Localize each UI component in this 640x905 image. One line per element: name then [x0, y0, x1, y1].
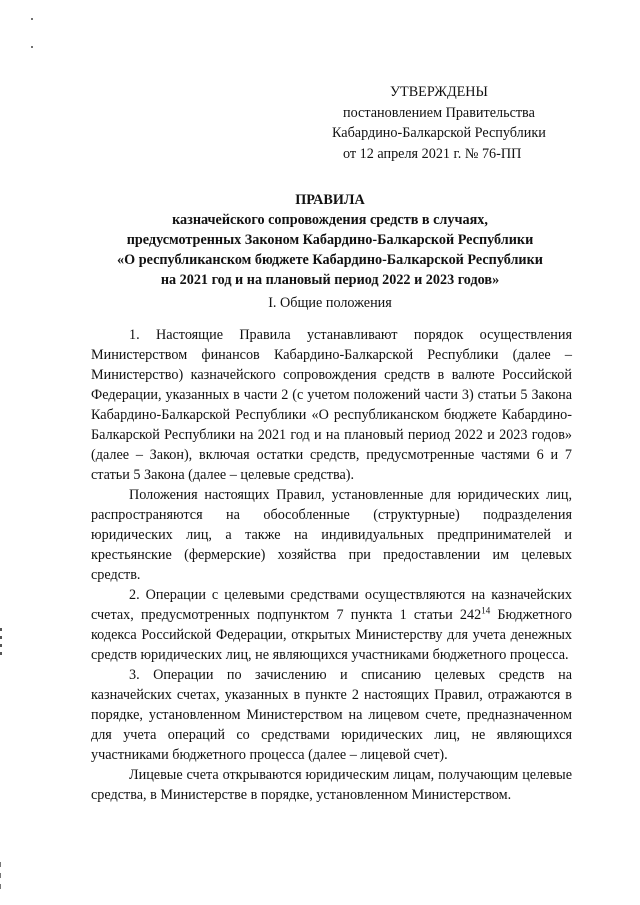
approval-resolution-line: постановлением Правительства	[343, 104, 535, 121]
title-line: предусмотренных Законом Кабардино-Балкарской Республики	[126, 232, 534, 248]
binding-marks	[0, 862, 3, 902]
paragraph-2: Положения настоящих Правил, установленные для юридических лиц, распространяются на обособленные (структурные) подразделения юридических лиц, а также на индивидуальных предпринимателей и крестьянские (фермерские) хозяйства при предоставлении им целевых средств.	[91, 487, 572, 583]
paragraph-3-text-end: Бюджетного кодекса Российской Федерации, открытых Министерству для учета денежных средств юридических лиц, не являющихся участниками бюджетного процесса.	[91, 607, 572, 663]
paragraph-1: 1. Настоящие Правила устанавливают порядок осуществления Министерством финансов Кабардино-Балкарской Республики (далее – Министерство) казначейского сопровождения средств в валюте Российской Федерации, указанных в части 2 (с учетом положений части 3) статьи 5 Закона Кабардино-Балкарской Республики «О республиканском бюджете Кабардино-Балкарской Республики на 2021 год и на плановый период 2022 и 2023 годов» (далее – Закон), включая остатки средств, предусмотренные частями 6 и 7 статьи 5 Закона (далее – целевые средства).	[91, 327, 572, 483]
paragraph-5: Лицевые счета открываются юридическим лицам, получающим целевые средства, в Министерстве в порядке, установленном Министерством.	[91, 767, 572, 803]
approval-stamp-block	[330, 82, 580, 164]
document-title	[90, 190, 570, 290]
approval-date-number-line: от 12 апреля 2021 г. № 76-ПП	[343, 145, 522, 162]
binding-marks	[0, 628, 3, 668]
section-heading: I. Общие положения	[268, 295, 392, 311]
title-line: казначейского сопровождения средств в случаях,	[172, 212, 488, 228]
document-body	[91, 325, 572, 805]
approval-heading: УТВЕРЖДЕНЫ	[390, 84, 488, 100]
scan-artifact-dot	[31, 46, 33, 48]
paragraph-3	[91, 585, 572, 665]
title-line: ПРАВИЛА	[295, 192, 365, 208]
approval-government-line: Кабардино-Балкарской Республики	[332, 125, 546, 141]
paragraph-4: 3. Операции по зачислению и списанию целевых средств на казначейских счетах, указанных в пункте 2 настоящих Правил, отражаются в порядке, установленном Министерством на лицевом счете, предназначенном для учета операций со средствами юридических лиц, не являющихся участниками бюджетного процесса (далее – лицевой счет).	[91, 667, 572, 763]
article-superscript: 14	[481, 605, 491, 616]
scan-artifact-dot	[31, 18, 33, 20]
paragraph-3-text-start: 2. Операции с целевыми средствами осуществляются на казначейских счетах, предусмотренных подпунктом 7 пункта 1 статьи 242	[91, 587, 572, 623]
title-line: «О республиканском бюджете Кабардино-Балкарской Республики	[117, 252, 543, 268]
title-line: на 2021 год и на плановый период 2022 и 2023 годов»	[160, 272, 500, 288]
